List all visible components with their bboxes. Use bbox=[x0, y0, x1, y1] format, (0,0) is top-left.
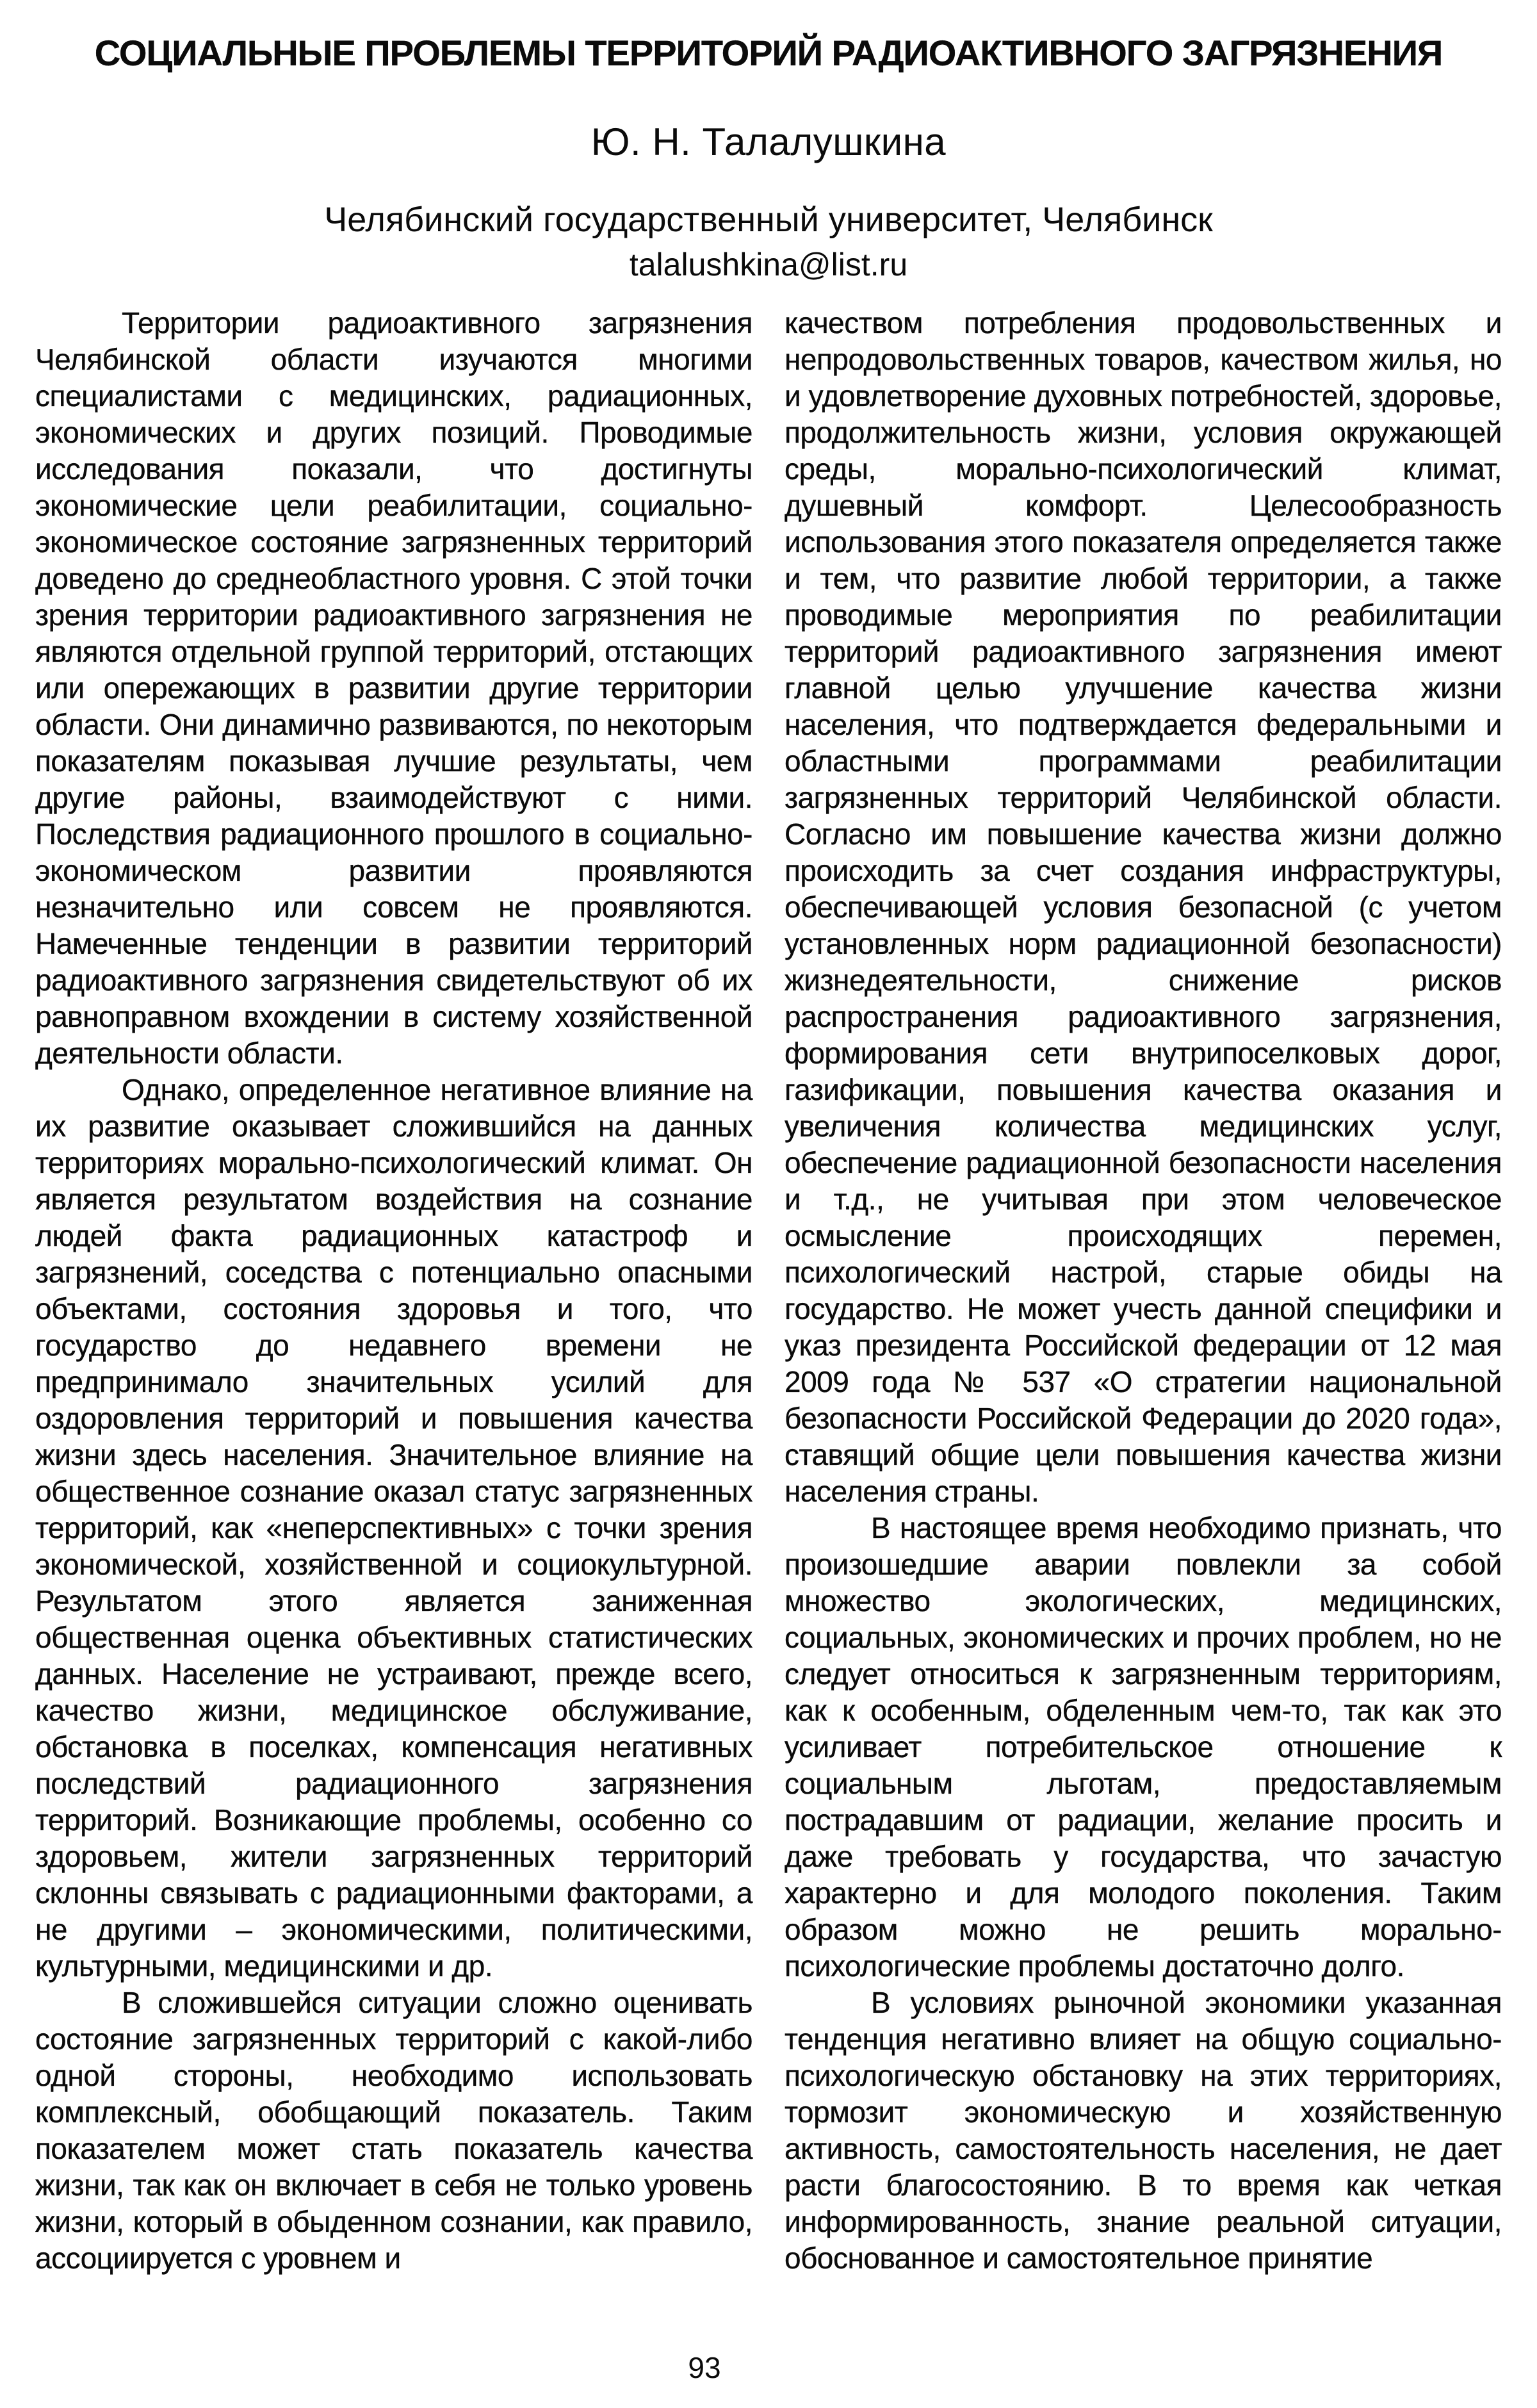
paper-header bbox=[0, 0, 1537, 283]
left-column bbox=[35, 305, 752, 2284]
paragraph-continuation: качеством потребления продовольственных и непродовольственных товаров, качеством жилья, но и удовлетворение духовных потребностей, здоровье, продолжительность жизни, условия окружающей среды, морально-психологический климат, душевный комфорт. Целесообразность использования этого показателя определяется также и тем, что развитие любой территории, а также проводимые мероприятия по реабилитации территорий радиоактивного загрязнения имеют главной целью улучшение качества жизни населения, что подтверждается федеральными и областными программами реабилитации загрязненных территорий Челябинской области. Согласно им повышение качества жизни должно происходить за счет создания инфраструктуры, обеспечивающей условия безопасной (с учетом установленных норм радиационной безопасности) жизнедеятельности, снижение рисков распространения радиоактивного загрязнения, формирования сети внутрипоселковых дорог, газификации, повышения качества оказания и увеличения количества медицинских услуг, обеспечение радиационной безопасности населения и т.д., не учитывая при этом человеческое осмысление происходящих перемен, психологический настрой, старые обиды на государство. Не может учесть данной специфики и указ президента Российской федерации от 12 мая 2009 года № 537 «О стратегии национальной безопасности Российской Федерации до 2020 года», ставящий общие цели повышения качества жизни населения страны. bbox=[785, 306, 1502, 1508]
paper-author: Ю. Н. Талалушкина bbox=[590, 120, 947, 163]
paper-affiliation: Челябинский государственный университет, Челябинск bbox=[324, 200, 1213, 239]
paragraph: В настоящее время необходимо признать, что произошедшие аварии повлекли за собой множество экологических, медицинских, социальных, экономических и прочих проблем, но не следует относиться к загрязненным территориям, как к особенным, обделенным чем-то, так как это усиливает потребительское отношение к социальным льготам, предоставляемым пострадавшим от радиации, желание просить и даже требовать у государства, что зачастую характерно и для молодого поколения. Таким образом можно не решить морально-психологические проблемы достаточно долго. bbox=[785, 1511, 1502, 1983]
right-column bbox=[785, 305, 1502, 2284]
page-number: 93 bbox=[688, 2351, 721, 2384]
page-footer bbox=[0, 2350, 1537, 2385]
paragraph: В условиях рыночной экономики указанная тенденция негативно влияет на общую социально-психологическую обстановку на этих территориях, тормозит экономическую и хозяйственную активность, самостоятельность населения, не дает расти благосостоянию. В то время как четкая информированность, знание реальной ситуации, обоснованное и самостоятельное принятие bbox=[785, 1985, 1502, 2275]
paragraph: Территории радиоактивного загрязнения Челябинской области изучаются многими специалистами с медицинских, радиационных, экономических и других позиций. Проводимые исследования показали, что достигнуты экономические цели реабилитации, социально-экономическое состояние загрязненных территорий доведено до среднеобластного уровня. С этой точки зрения территории радиоактивного загрязнения не являются отдельной группой территорий, отстающих или опережающих в развитии другие территории области. Они динамично развиваются, по некоторым показателям показывая лучшие результаты, чем другие районы, взаимодействуют с ними. Последствия радиационного прошлого в социально-экономическом развитии проявляются незначительно или совсем не проявляются. Намеченные тенденции в развитии территорий радиоактивного загрязнения свидетельствуют об их равноправном вхождении в систему хозяйственной деятельности области. bbox=[35, 306, 752, 1070]
two-column-body bbox=[0, 305, 1537, 2284]
paragraph: Однако, определенное негативное влияние на их развитие оказывает сложившийся на данных территориях морально-психологический климат. Он является результатом воздействия на сознание людей факта радиационных катастроф и загрязнений, соседства с потенциально опасными объектами, состояния здоровья и того, что государство до недавнего времени не предпринимало значительных усилий для оздоровления территорий и повышения качества жизни здесь населения. Значительное влияние на общественное сознание оказал статус загрязненных территорий, как «неперспективных» с точки зрения экономической, хозяйственной и социокультурной. Результатом этого является заниженная общественная оценка объективных статистических данных. Население не устраивают, прежде всего, качество жизни, медицинское обслуживание, обстановка в поселках, компенсация негативных последствий радиационного загрязнения территорий. Возникающие проблемы, особенно со здоровьем, жители загрязненных территорий склонны связывать с радиационными факторами, а не другими – экономическими, политическими, культурными, медицинскими и др. bbox=[35, 1072, 752, 1983]
paragraph: В сложившейся ситуации сложно оценивать состояние загрязненных территорий с какой-либо одной стороны, необходимо использовать комплексный, обобщающий показатель. Таким показателем может стать показатель качества жизни, так как он включает в себя не только уровень жизни, который в обыденном сознании, как правило, ассоциируется с уровнем и bbox=[35, 1985, 752, 2275]
paper-email: talalushkina@list.ru bbox=[629, 246, 908, 283]
paper-title: СОЦИАЛЬНЫЕ ПРОБЛЕМЫ ТЕРРИТОРИЙ РАДИОАКТИВНОГО ЗАГРЯЗНЕНИЯ bbox=[94, 33, 1443, 73]
